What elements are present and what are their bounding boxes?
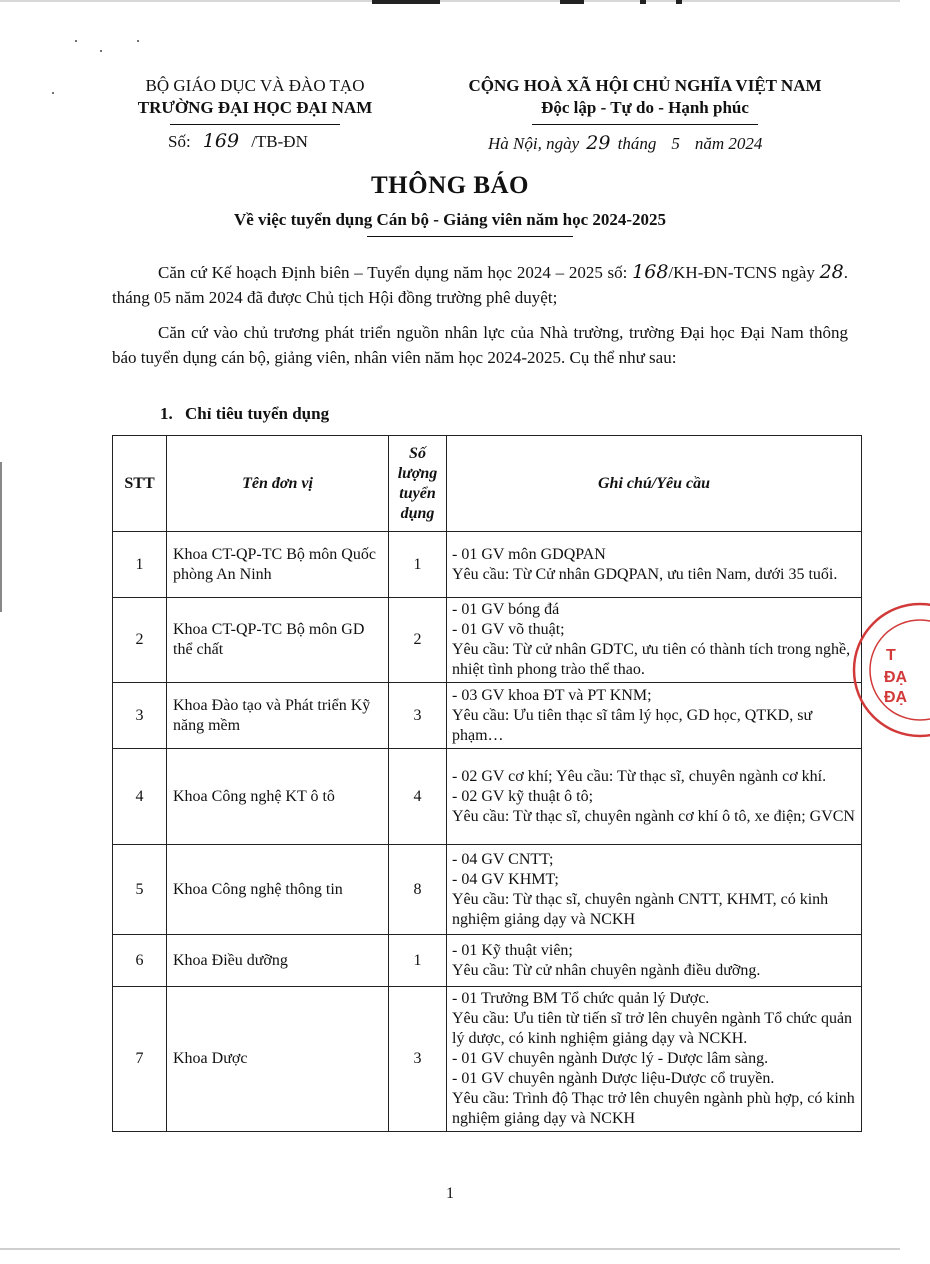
row-notes xyxy=(447,598,862,683)
ministry-name: BỘ GIÁO DỤC VÀ ĐÀO TẠO xyxy=(145,76,365,95)
p1-text-b: /KH-ĐN-TCNS xyxy=(668,263,778,282)
note-line: Yêu cầu: Từ cử nhân chuyên ngành điều dưỡng. xyxy=(452,961,761,979)
scan-mark xyxy=(676,0,682,4)
row-quantity: 3 xyxy=(389,987,447,1132)
row-notes xyxy=(447,845,862,935)
note-line: - 01 GV chuyên ngành Dược liệu-Dược cổ truyền. xyxy=(452,1070,775,1087)
row-stt: 5 xyxy=(113,845,167,935)
row-notes xyxy=(447,532,862,598)
p1-text-d: . tháng 05 năm 2024 đã được Chủ tịch Hội đồng trường phê duyệt; xyxy=(112,263,849,307)
scan-mark xyxy=(560,0,584,4)
section-heading xyxy=(160,404,329,424)
issue-date xyxy=(488,132,762,154)
table-row xyxy=(113,987,862,1132)
note-line: - 02 GV cơ khí; Yêu cầu: Từ thạc sĩ, chuyên ngành cơ khí. xyxy=(452,767,827,785)
doc-number-handwritten: 169 xyxy=(202,130,240,152)
table-row xyxy=(113,598,862,683)
table-row xyxy=(113,683,862,749)
recruitment-quota-table xyxy=(112,435,862,1132)
doc-number-suffix: /TB-ĐN xyxy=(251,132,308,151)
note-line: - 01 GV võ thuật; xyxy=(452,621,565,638)
row-quantity: 1 xyxy=(389,532,447,598)
basis-paragraph-2 xyxy=(112,320,848,370)
note-line: - 01 Trưởng BM Tổ chức quản lý Dược. xyxy=(452,990,710,1007)
row-stt: 7 xyxy=(113,987,167,1132)
row-unit-name: Khoa Công nghệ KT ô tô xyxy=(167,749,389,845)
table-header-row xyxy=(113,436,862,532)
row-unit-name: Khoa Đào tạo và Phát triển Kỹ năng mềm xyxy=(167,683,389,749)
row-quantity: 1 xyxy=(389,935,447,987)
table-body xyxy=(113,532,862,1132)
university-name: TRƯỜNG ĐẠI HỌC ĐẠI NAM xyxy=(137,98,373,117)
row-quantity: 3 xyxy=(389,683,447,749)
date-place: Hà Nội, ngày xyxy=(488,134,580,153)
row-unit-name: Khoa Công nghệ thông tin xyxy=(167,845,389,935)
header-left-underline xyxy=(170,124,340,125)
row-stt: 3 xyxy=(113,683,167,749)
row-quantity: 4 xyxy=(389,749,447,845)
row-notes xyxy=(447,987,862,1132)
official-seal-stamp xyxy=(840,598,930,748)
header-unit: Tên đơn vị xyxy=(167,436,389,532)
date-day-handwritten: 29 xyxy=(586,132,611,154)
scan-edge-top xyxy=(0,0,900,2)
note-line: - 03 GV khoa ĐT và PT KNM; xyxy=(452,686,652,704)
header-notes: Ghi chú/Yêu cầu xyxy=(447,436,862,532)
table-row xyxy=(113,935,862,987)
row-quantity: 2 xyxy=(389,598,447,683)
scan-speck xyxy=(100,50,102,52)
row-unit-name: Khoa Điều dưỡng xyxy=(167,935,389,987)
note-line: Yêu cầu: Từ cử nhân GDTC, ưu tiên có thành tích trong nghề, nhiệt tình phong trào thể thao. xyxy=(452,641,851,678)
row-unit-name: Khoa CT-QP-TC Bộ môn Quốc phòng An Ninh xyxy=(167,532,389,598)
note-line: - 04 GV KHMT; xyxy=(452,870,559,888)
p2-text: Căn cứ vào chủ trương phát triển nguồn nhân lực của Nhà trường, trường Đại học Đại Nam thông báo tuyển dụng cán bộ, giảng viên, nhân viên năm học 2024-2025. Cụ thể như sau: xyxy=(112,323,848,367)
note-line: - 01 GV bóng đá xyxy=(452,601,560,618)
row-notes xyxy=(447,935,862,987)
p1-text-a: Căn cứ Kế hoạch Định biên – Tuyển dụng năm học 2024 – 2025 số: xyxy=(158,263,633,282)
row-stt: 2 xyxy=(113,598,167,683)
subtitle-underline xyxy=(367,236,573,237)
scan-speck xyxy=(75,40,77,42)
document-title: THÔNG BÁO xyxy=(371,172,529,199)
scan-mark xyxy=(640,0,646,4)
row-unit-name: Khoa CT-QP-TC Bộ môn GD thể chất xyxy=(167,598,389,683)
scan-speck xyxy=(52,92,54,94)
row-stt: 4 xyxy=(113,749,167,845)
country-name: CỘNG HOÀ XÃ HỘI CHỦ NGHĨA VIỆT NAM xyxy=(468,76,822,95)
document-subtitle: Về việc tuyển dụng Cán bộ - Giảng viên năm học 2024-2025 xyxy=(233,210,667,229)
row-unit-name: Khoa Dược xyxy=(167,987,389,1132)
note-line: Yêu cầu: Từ Cử nhân GDQPAN, ưu tiên Nam, dưới 35 tuổi. xyxy=(452,565,838,583)
row-notes xyxy=(447,749,862,845)
note-line: Yêu cầu: Từ thạc sĩ, chuyên ngành CNTT, KHMT, có kinh nghiệm giảng dạy và NCKH xyxy=(452,890,829,928)
note-line: Yêu cầu: Từ thạc sĩ, chuyên ngành cơ khí ô tô, xe điện; GVCN xyxy=(452,807,855,825)
header-quantity: Số lượng tuyển dụng xyxy=(389,436,447,532)
note-line: - 01 GV chuyên ngành Dược lý - Dược lâm sàng. xyxy=(452,1050,769,1067)
note-line: - 04 GV CNTT; xyxy=(452,850,554,868)
section-number: 1. xyxy=(160,404,173,423)
table-row xyxy=(113,532,862,598)
basis-paragraph-1 xyxy=(112,260,848,310)
date-month-label: tháng xyxy=(617,134,657,153)
national-motto: Độc lập - Tự do - Hạnh phúc xyxy=(541,98,749,117)
p1-handwritten-number: 168 xyxy=(632,261,669,283)
scan-edge-left xyxy=(0,462,2,612)
date-month: 5 xyxy=(671,134,680,153)
note-line: - 01 GV môn GDQPAN xyxy=(452,545,606,563)
scan-mark xyxy=(372,0,440,4)
p1-text-c: ngày xyxy=(781,263,820,282)
table-row xyxy=(113,749,862,845)
header-right-underline xyxy=(532,124,758,125)
page-number: 1 xyxy=(446,1185,454,1202)
scan-speck xyxy=(137,40,139,42)
note-line: - 02 GV kỹ thuật ô tô; xyxy=(452,787,594,805)
scan-edge-bottom xyxy=(0,1248,900,1250)
document-number xyxy=(168,130,308,152)
section-title: Chỉ tiêu tuyển dụng xyxy=(185,404,330,423)
note-line: Yêu cầu: Ưu tiên từ tiến sĩ trở lên chuyên ngành Tổ chức quản lý dược, có kinh nghiệm giảng dạy và NCKH. xyxy=(452,1010,853,1047)
row-stt: 1 xyxy=(113,532,167,598)
row-stt: 6 xyxy=(113,935,167,987)
header-stt: STT xyxy=(113,436,167,532)
note-line: Yêu cầu: Ưu tiên thạc sĩ tâm lý học, GD học, QTKD, sư phạm… xyxy=(452,706,813,744)
seal-fragment-3: ĐẠ xyxy=(884,689,908,706)
table-row xyxy=(113,845,862,935)
p1-handwritten-day: 28 xyxy=(819,261,844,283)
row-quantity: 8 xyxy=(389,845,447,935)
row-notes xyxy=(447,683,862,749)
doc-number-prefix: Số: xyxy=(168,132,191,151)
seal-fragment-1: T xyxy=(886,647,896,664)
note-line: Yêu cầu: Trình độ Thạc trở lên chuyên ngành phù hợp, có kinh nghiệm giảng dạy và NCKH xyxy=(452,1090,855,1127)
date-year: năm 2024 xyxy=(694,134,763,153)
seal-fragment-2: ĐẠ xyxy=(884,669,908,686)
note-line: - 01 Kỹ thuật viên; xyxy=(452,941,573,959)
